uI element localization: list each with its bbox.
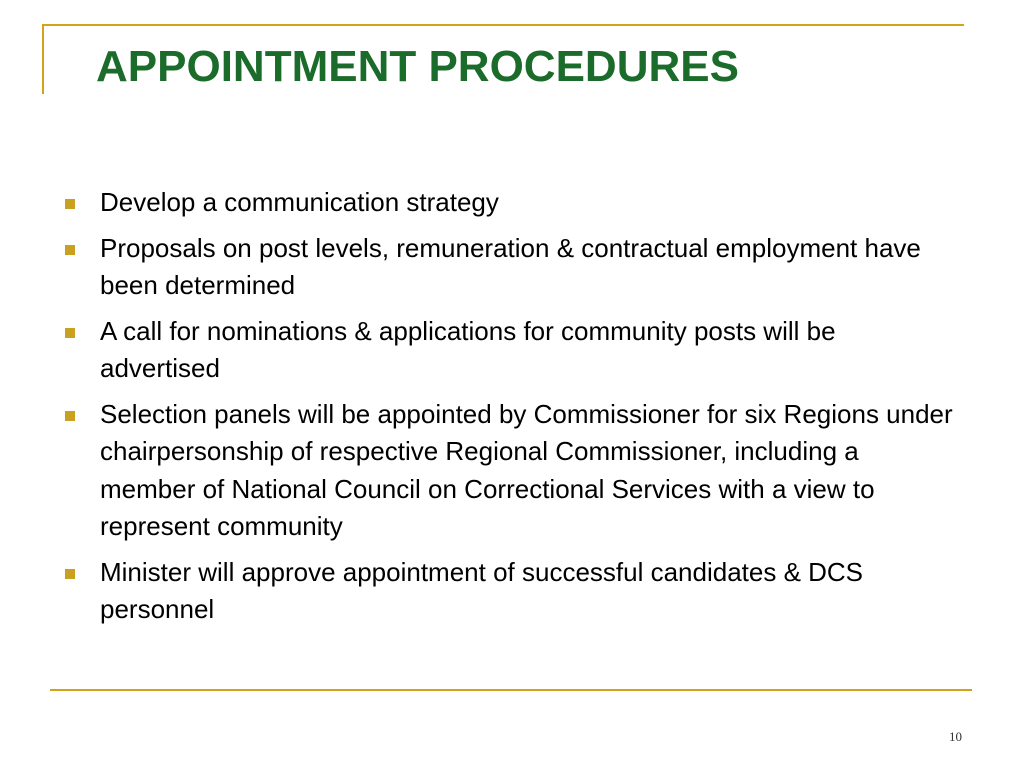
bottom-rule — [50, 689, 972, 691]
square-bullet-icon — [65, 411, 75, 421]
frame-top-line — [42, 24, 964, 26]
bullet-list — [58, 184, 958, 637]
bullet-item — [58, 554, 958, 629]
page-number: 10 — [949, 729, 962, 744]
slide-title: APPOINTMENT PROCEDURES — [96, 42, 739, 91]
bullet-text: Selection panels will be appointed by Commissioner for six Regions under chairpersonship of respective Regional Commissioner, including a member of National Council on Correctional Services with a view to represent community — [100, 398, 953, 541]
square-bullet-icon — [65, 569, 75, 579]
bullet-text: Develop a communication strategy — [100, 187, 499, 217]
square-bullet-icon — [65, 245, 75, 255]
bullet-item — [58, 313, 958, 388]
bullet-text: Minister will approve appointment of successful candidates & DCS personnel — [100, 556, 864, 624]
bullet-text: Proposals on post levels, remuneration & contractual employment have been determined — [100, 232, 921, 300]
bullet-item — [58, 184, 958, 222]
bullet-text: A call for nominations & applications for community posts will be advertised — [100, 315, 836, 383]
bullet-item — [58, 230, 958, 305]
square-bullet-icon — [65, 199, 75, 209]
square-bullet-icon — [65, 328, 75, 338]
frame-left-line — [42, 24, 44, 94]
bullet-item — [58, 396, 958, 546]
